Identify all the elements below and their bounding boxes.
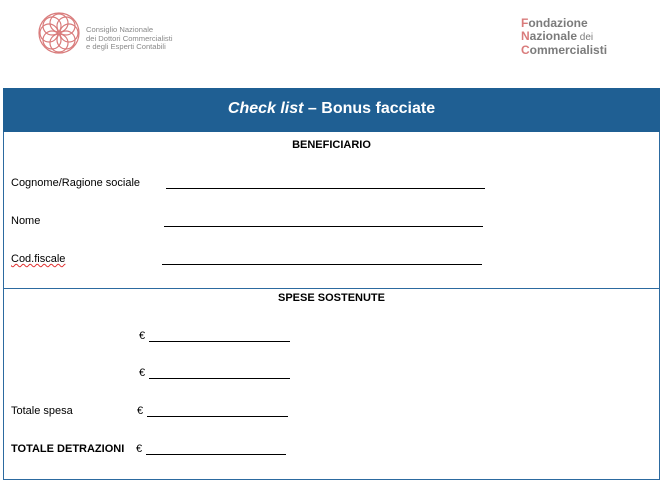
spesa-field-1[interactable] [149,341,290,342]
euro-sign: € [139,330,146,342]
fnc-logo: Fondazione Nazionale dei Commercialisti [521,16,608,57]
spese-title: SPESE SOSTENUTE [278,292,385,304]
totale-spesa-field[interactable] [147,416,288,417]
nome-label: Nome [11,215,41,227]
euro-sign: € [137,405,144,417]
euro-sign: € [136,443,143,455]
codfiscale-field[interactable] [162,264,482,265]
spesa-field-2[interactable] [149,378,290,379]
cndcec-emblem-icon [36,10,82,56]
cognome-label: Cognome/Ragione sociale [11,177,141,189]
page-title: Check list – Bonus facciate [227,100,436,117]
cognome-field[interactable] [166,188,485,189]
nome-field[interactable] [164,226,483,227]
cndcec-name: Consiglio Nazionale dei Dottori Commercialisti e degli Esperti Contabili [86,25,173,52]
euro-sign: € [139,367,146,379]
totale-detrazioni-field[interactable] [146,454,286,455]
codfiscale-label: Cod.fiscale [11,253,66,265]
cndcec-logo [36,10,186,58]
section-divider [3,288,660,289]
totale-detrazioni-label: TOTALE DETRAZIONI [11,443,125,455]
beneficiario-title: BENEFICIARIO [292,139,371,151]
header-bar [3,88,660,132]
totale-spesa-label: Totale spesa [11,405,73,417]
